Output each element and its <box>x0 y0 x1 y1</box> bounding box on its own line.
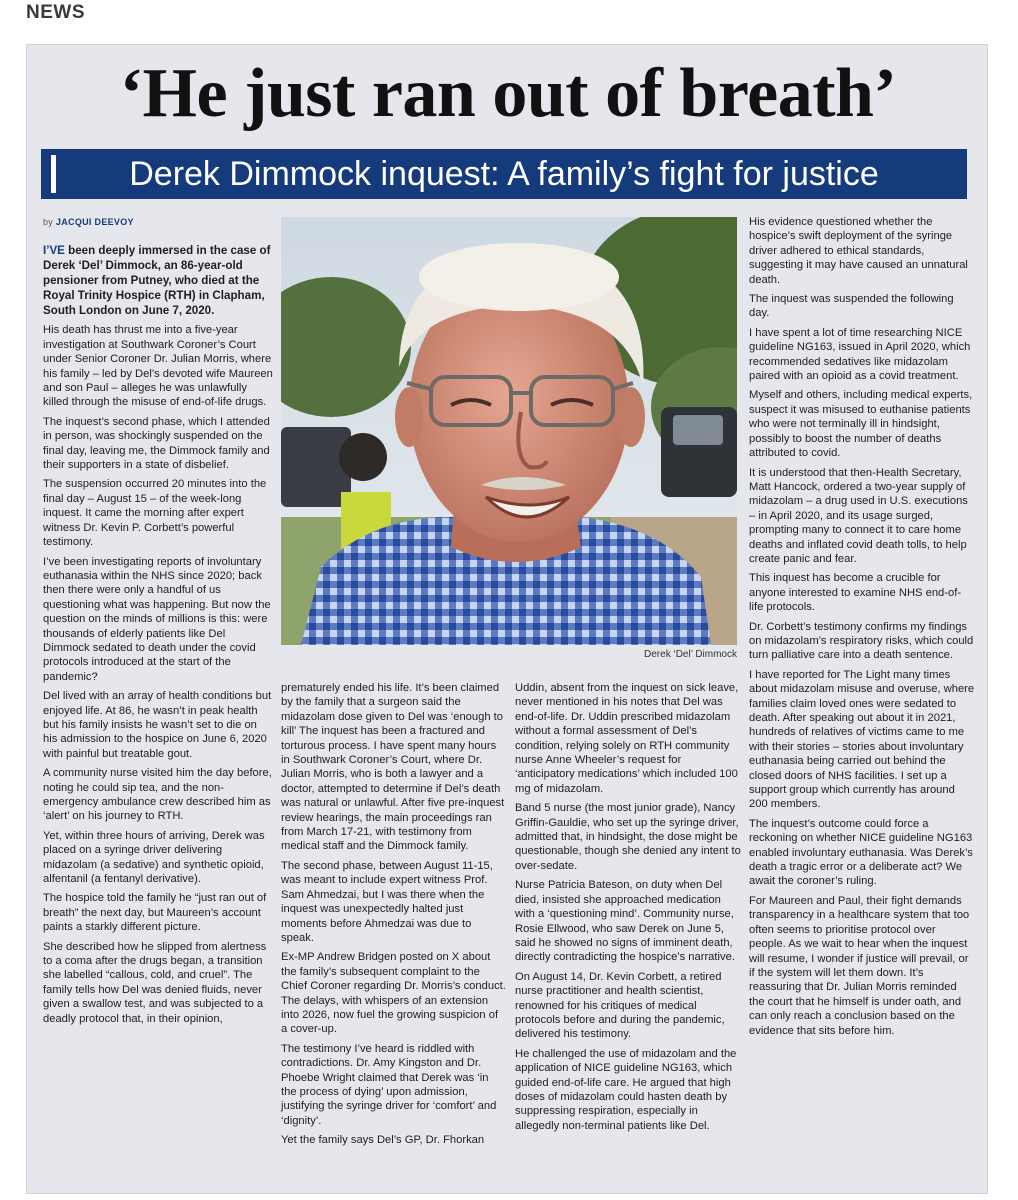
body-paragraph: I have spent a lot of time researching NICE guideline NG163, issued in April 2020, which recommended sedatives like midazolam paired with an opioid as a covid treatment. <box>749 326 971 383</box>
lede-text: been deeply immersed in the case of Derek ‘Del’ Dimmock, an 86-year-old pensioner from Putney, who died at the Royal Trinity Hospice (RTH) in Clapham, South London on June 7, 2020. <box>43 244 271 318</box>
body-paragraph: The testimony I’ve heard is riddled with contradictions. Dr. Amy Kingston and Dr. Phoebe Wright claimed that Derek was ‘in the process of dying’ upon admission, justifying the syringe driver for ‘comfort’ and ‘dignity’. <box>281 1042 497 1127</box>
body-paragraph: The inquest was suspended the following day. <box>749 293 954 320</box>
body-paragraph: Del lived with an array of health conditions but enjoyed life. At 86, he wasn’t in peak health but his family insists he wasn’t set to die on his admission to the hospice on June 6, 2020 with painful but treatable gout. <box>43 690 272 760</box>
lede-paragraph <box>43 243 273 318</box>
photo-caption: Derek ‘Del’ Dimmock <box>644 649 737 660</box>
column-1 <box>43 215 273 1031</box>
body-paragraph: prematurely ended his life. It’s been claimed by the family that a surgeon said the midazolam dose given to Del was ‘enough to kill’ The inquest has been a fractured and torturous process. I have spent many hours in Southwark Coroner’s Court, where Dr. Julian Morris, who is both a lawyer and a doctor, attempted to determine if Del’s death was natural or unlawful. After five pre-inquest review hearings, the main proceedings ran from March 17-21, with testimony from medical staff and the Dimmock family. <box>281 682 505 853</box>
byline-author: JACQUI DEEVOY <box>55 217 134 227</box>
body-paragraph: For Maureen and Paul, their fight demands transparency in a healthcare system that too often seems to prioritise protocol over people. As we wait to hear when the inquest will resume, I wonder if justice will prevail, or if the system will let them down. It’s reassuring that Dr. Julian Morris reminded the court that he himself is under oath, and can only reach a conclusion based on the evidence that sits before him. <box>749 894 970 1037</box>
body-paragraph: Yet, within three hours of arriving, Derek was placed on a syringe driver delivering midazolam (a sedative) and synthetic opioid, alfentanil (a fentanyl derivative). <box>43 829 265 886</box>
body-paragraph: Yet the family says Del’s GP, Dr. Fhorkan <box>281 1134 485 1147</box>
body-paragraph: The inquest’s second phase, which I attended in person, was shockingly suspended on the final day, leaving me, the Dimmock family and their supporters in a state of disbelief. <box>43 415 270 472</box>
column-4 <box>749 215 975 1043</box>
byline-prefix: by <box>43 217 54 227</box>
body-paragraph: It is understood that then-Health Secretary, Matt Hancock, ordered a two-year supply of midazolam – a drug used in U.S. executions – in April 2020, and its usage surged, prompting many to connect it to care home deaths and inflated covid death tolls, to help create panic and fear. <box>749 466 968 565</box>
body-paragraph: She described how he slipped from alertness to a coma after the drugs began, a transition she labelled “callous, cold, and cruel”. The family tells how Del was denied fluids, never given a swallow test, and was subjected to a deadly protocol that, in their opinion, <box>43 940 267 1025</box>
subheadline: Derek Dimmock inquest: A family’s fight for justice <box>41 149 967 199</box>
body-paragraph: A community nurse visited him the day before, noting he could sip tea, and the non-emergency ambulance crew described him as ‘alert’ on his journey to RTH. <box>43 767 272 823</box>
body-paragraph: His death has thrust me into a five-year investigation at Southwark Coroner’s Court under Senior Coroner Dr. Julian Morris, where his family – led by Del’s devoted wife Maureen and son Paul – alleges he was unlawfully killed through the misuse of end-of-life drugs. <box>43 324 273 409</box>
body-paragraph: Ex-MP Andrew Bridgen posted on X about the family’s subsequent complaint to the Chief Coroner regarding Dr. Morris’s conduct. The delays, with whispers of an extension into 2026, now fuel the growing suspicion of a cover-up. <box>281 951 506 1036</box>
headline: ‘He just ran out of breath’ <box>119 55 897 132</box>
body-paragraph: The hospice told the family he “just ran out of breath” the next day, but Maureen’s account paints a starkly different picture. <box>43 892 267 934</box>
body-paragraph: Myself and others, including medical experts, suspect it was misused to euthanise patients who were not terminally ill in hindsight, possibly to boost the number of deaths attributed to covid. <box>749 389 973 460</box>
article-panel <box>26 44 988 1194</box>
body-paragraph: He challenged the use of midazolam and the application of NICE guideline NG163, which guided end-of-life care. He argued that high doses of midazolam could hasten death by suppressing respiration, especially in allegedly non-terminal patients like Del. <box>515 1047 737 1132</box>
body-paragraph: His evidence questioned whether the hospice’s swift deployment of the syringe driver adhered to ethical standards, suggesting it may have caused an unnatural death. <box>749 216 968 286</box>
body-paragraph: I’ve been investigating reports of involuntary euthanasia within the NHS since 2020; back then there were only a handful of us questioning what was happening. But now the question on the minds of millions is this: were thousands of elderly patients like Del Dimmock sedated to death under the covid protocols introduced at the start of the pandemic? <box>43 555 271 683</box>
portrait-illustration <box>281 217 737 645</box>
column-2 <box>281 681 507 1153</box>
body-paragraph: Uddin, absent from the inquest on sick leave, never mentioned in his notes that Del was end-of-life. Dr. Uddin prescribed midazolam without a formal assessment of Del’s condition, relying solely on RTH community nurse Anne Wheeler’s request for ‘anticipatory medications’ which included 100 mg of midazolam. <box>515 682 739 795</box>
section-label: NEWS <box>26 2 85 23</box>
byline <box>43 215 273 229</box>
body-paragraph: Band 5 nurse (the most junior grade), Nancy Griffin-Gauldie, who set up the syringe driver, admitted that, in hindsight, the dose might be questionable, though she denied any intent to over-sedate. <box>515 802 741 872</box>
body-paragraph: Dr. Corbett’s testimony confirms my findings on midazolam’s respiratory risks, which could turn palliative care into a death sentence. <box>749 620 974 662</box>
body-paragraph: On August 14, Dr. Kevin Corbett, a retired nurse practitioner and health scientist, renowned for his critiques of medical protocols before and during the pandemic, delivered his testimony. <box>515 970 725 1041</box>
portrait-photo <box>281 217 737 645</box>
body-paragraph: The inquest’s outcome could force a reckoning on whether NICE guideline NG163 enabled involuntary euthanasia. Was Derek’s death a tragic error or a deliberate act? We await the coroner’s ruling. <box>749 817 973 888</box>
body-paragraph: The second phase, between August 11-15, was meant to include expert witness Prof. Sam Ahmedzai, but I was there when the inquest was unexpectedly halted just moments before Ahmedzai was due to speak. <box>281 859 493 944</box>
body-paragraph: The suspension occurred 20 minutes into the final day – August 15 – of the week-long inquest. It came the morning after expert witness Dr. Kevin P. Corbett’s powerful testimony. <box>43 478 267 549</box>
body-paragraph: I have reported for The Light many times about midazolam misuse and overuse, where families claim loved ones were sedated to death. After speaking out about it in 2021, hundreds of relatives of victims came to me with their stories – stories about involuntary euthanasia being carried out behind the closed doors of NHS facilities. I set up a support group which currently has around 200 members. <box>749 668 975 811</box>
lede-drop-word: I’VE <box>43 244 65 258</box>
body-paragraph: This inquest has become a crucible for anyone interested to examine NHS end-of-life protocols. <box>749 572 962 614</box>
column-3 <box>515 681 741 1138</box>
body-paragraph: Nurse Patricia Bateson, on duty when Del died, insisted she approached medication with a ‘questioning mind’. Community nurse, Rosie Ellwood, who saw Derek on June 5, said he showed no signs of imminent death, directly contradicting the hospice’s narrative. <box>515 879 735 964</box>
